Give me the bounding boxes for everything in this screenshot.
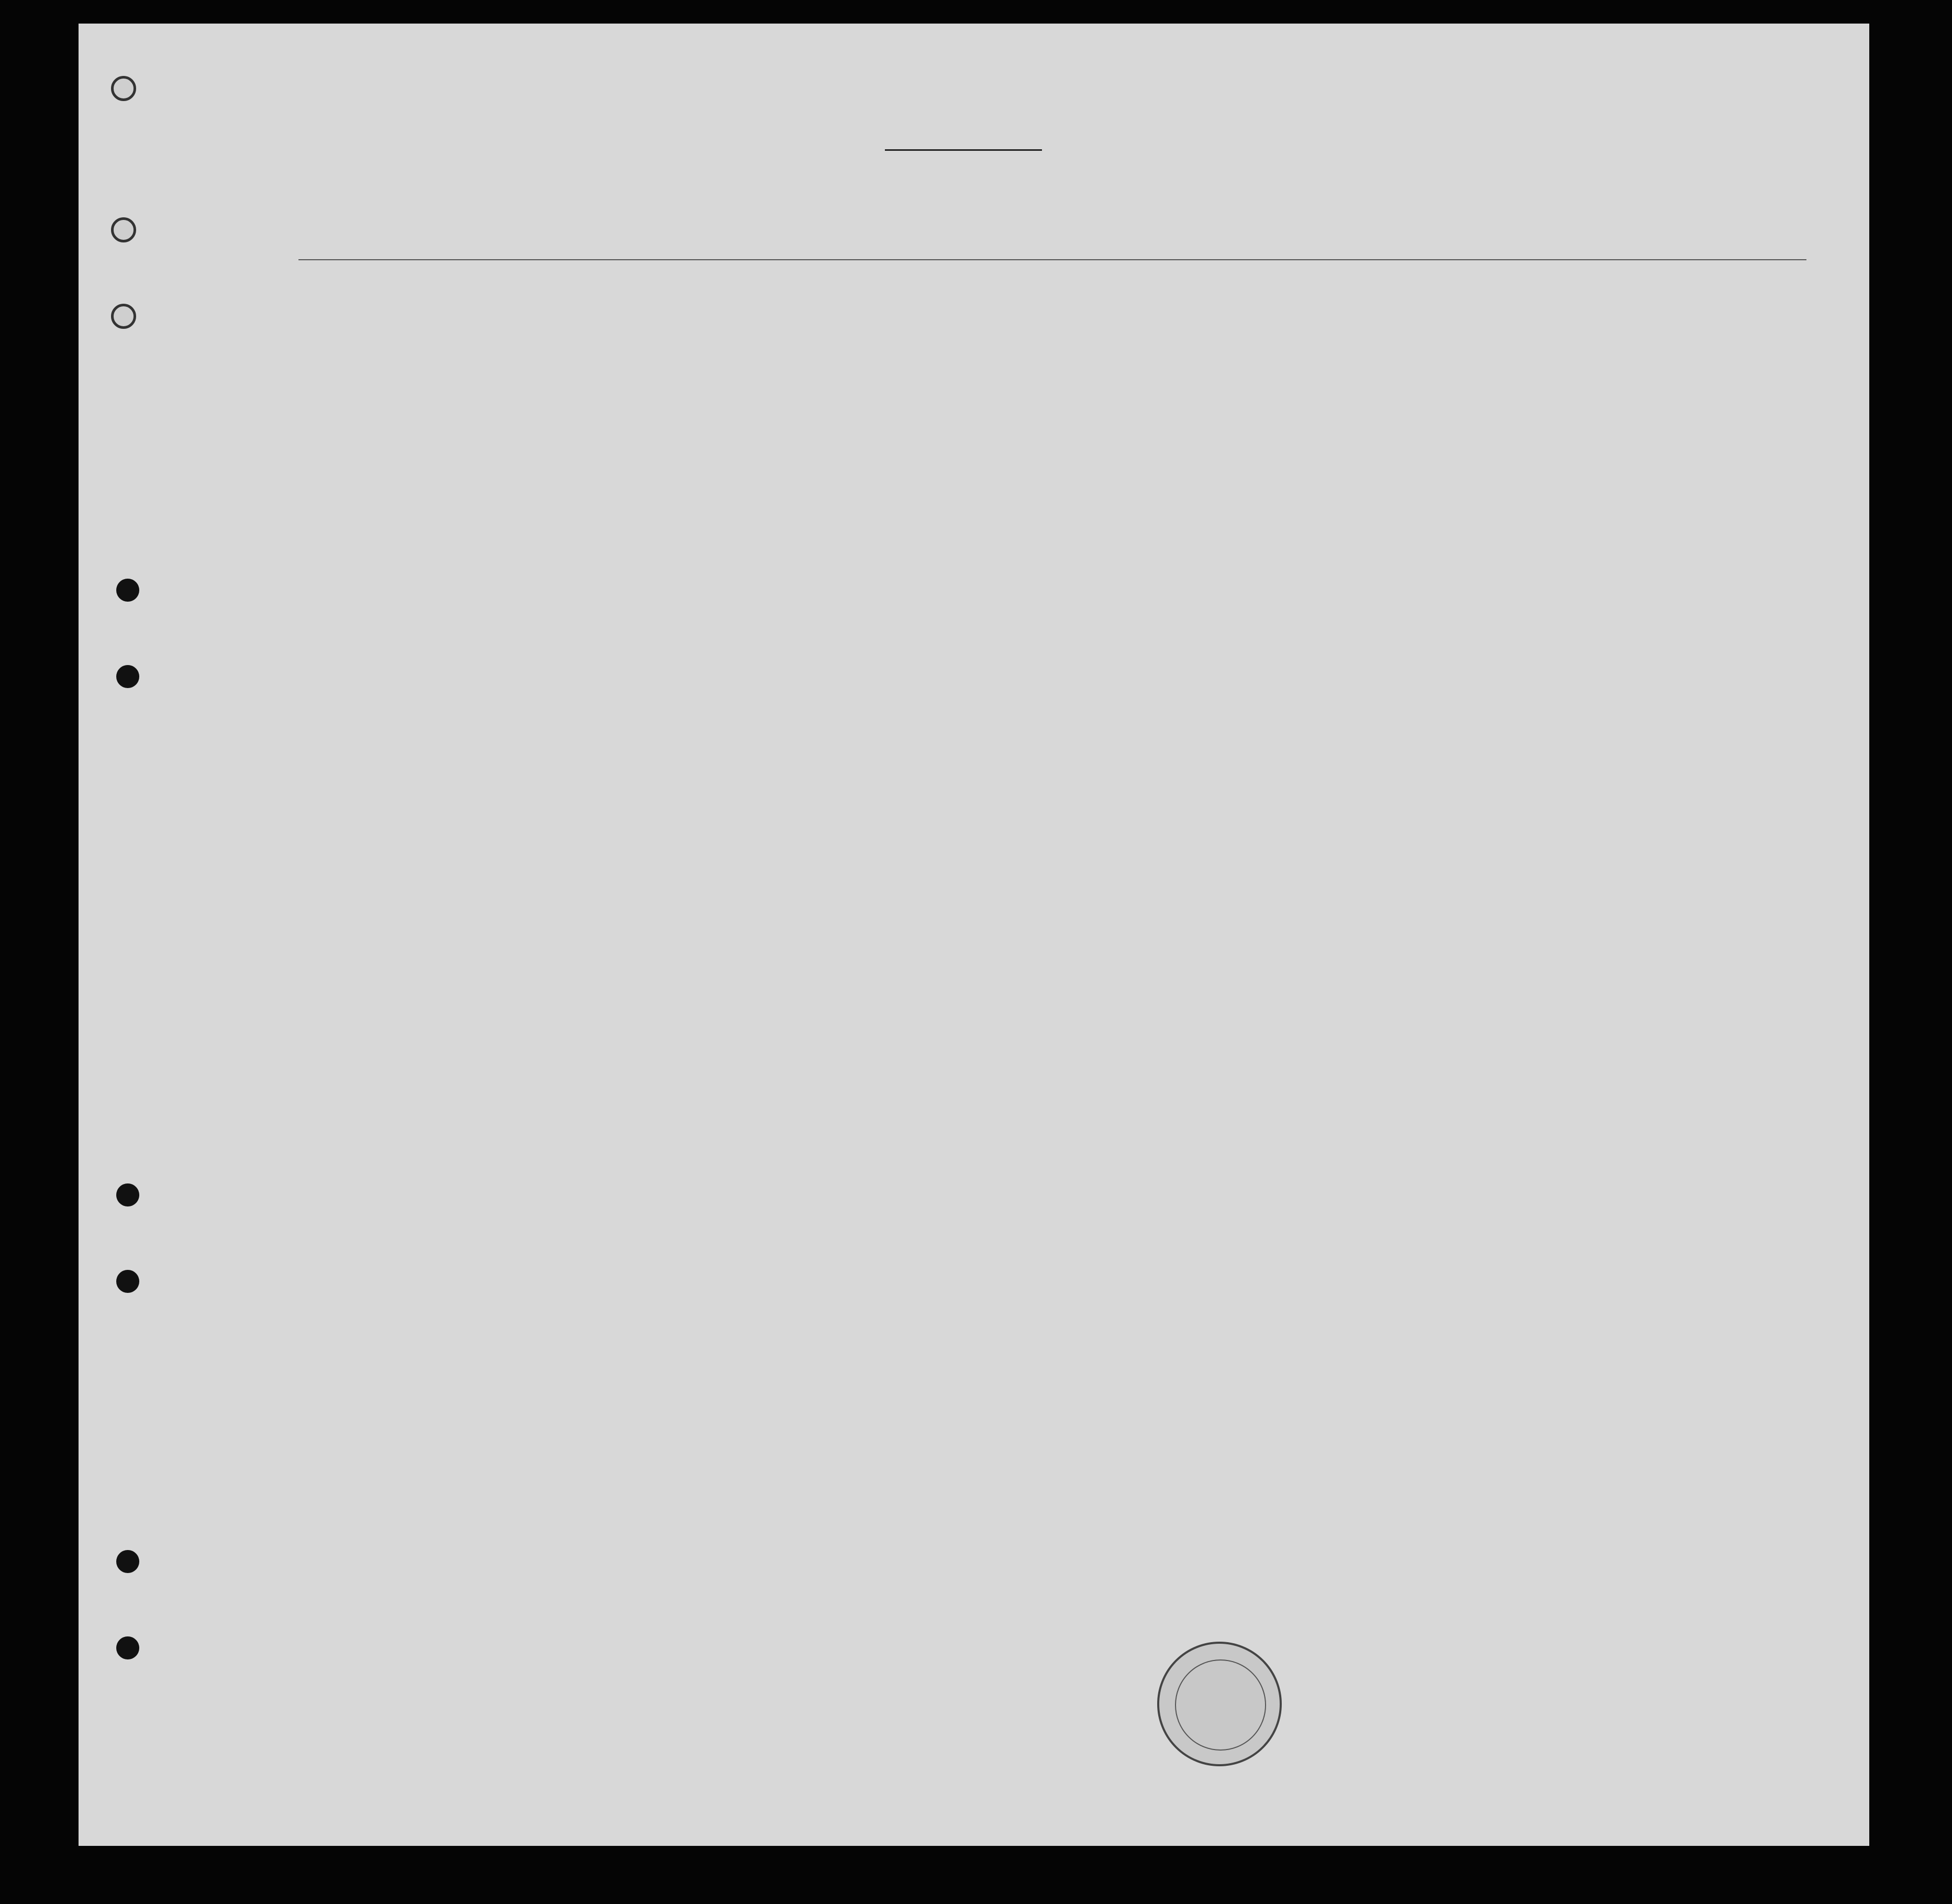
binder-hole (116, 1636, 139, 1659)
binder-hole (116, 1550, 139, 1573)
binder-hole (111, 304, 136, 329)
table-grid (79, 24, 1869, 1846)
binder-hole (116, 1183, 139, 1206)
manifest-sheet (79, 24, 1869, 1846)
binder-hole (111, 217, 136, 242)
binder-hole (116, 579, 139, 602)
binder-hole (116, 1270, 139, 1293)
seal-inner-ring (1175, 1659, 1266, 1751)
binder-hole (116, 665, 139, 688)
binder-hole (111, 76, 136, 101)
consulate-seal (1157, 1642, 1282, 1766)
